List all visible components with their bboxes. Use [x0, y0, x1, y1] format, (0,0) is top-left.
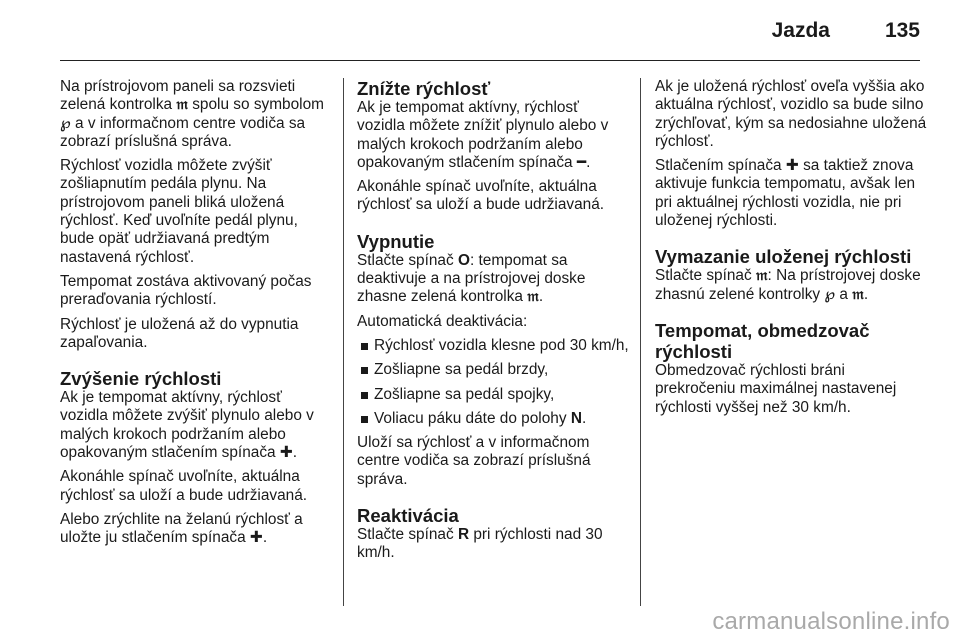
heading-decrease-speed: Znížte rýchlosť [357, 78, 491, 99]
resume-key: R [457, 526, 470, 544]
deactivation-list [357, 337, 629, 428]
paragraph: Na prístrojovom paneli sa rozsvieti zelená kontrolka 𝔪 spolu so symbolom ℘ a v informačnom centre vodiča sa zobrazí príslušná správa. [60, 78, 324, 150]
watermark: carmanualsonline.info [712, 608, 950, 635]
heading-increase-speed: Zvýšenie rýchlosti [60, 368, 222, 390]
plus-icon: ✚ [249, 529, 263, 547]
paragraph: Stlačte spínač O: tempomat sa deaktivuje a na prístrojovej doske zhasne zelená kontrolka 𝔪. [357, 251, 586, 306]
list-item: Rýchlosť vozidla klesne pod 30 km/h, [357, 337, 629, 355]
paragraph: Rýchlosť vozidla môžete zvýšiť zošliapnutím pedála plynu. Na prístrojovom paneli bliká uložená rýchlosť. Keď uvoľníte pedál plynu, bude opäť udržiavaná predtým nastavená rýchlosť. [60, 157, 298, 266]
paragraph: Automatická deaktivácia: [357, 312, 528, 330]
paragraph: Alebo zrýchlite na želanú rýchlosť a uložte ju stlačením spínača ✚. [60, 510, 303, 547]
column-left [60, 78, 332, 554]
column-divider [343, 78, 344, 606]
paragraph: Stlačte spínač 𝔪: Na prístrojovej doske zhasnú zelené kontrolky ℘ a 𝔪. [655, 267, 921, 303]
column-right [655, 78, 927, 423]
list-item: Zošliapne sa pedál spojky, [357, 386, 629, 404]
cruise-control-lamp-icon: 𝔪 [527, 288, 539, 306]
cruise-control-lamp-icon: 𝔪 [755, 267, 768, 285]
list-item: Zošliapne sa pedál brzdy, [357, 361, 629, 379]
list-item: Voliacu páku dáte do polohy N. [357, 410, 629, 428]
paragraph: Obmedzovač rýchlosti bráni prekročeniu maximálnej nastavenej rýchlosti vyššej než 30 km/h. [655, 361, 897, 416]
section-title: Jazda [771, 19, 830, 42]
cruise-control-lamp-icon: 𝔪 [176, 96, 188, 114]
plus-icon: ✚ [279, 444, 293, 462]
paragraph: Ak je tempomat aktívny, rýchlosť vozidla môžete zvýšiť plynulo alebo v malých krokoch podržaním alebo opakovaným stlačením spínača ✚. [60, 389, 314, 462]
heading-reactivation: Reaktivácia [357, 505, 459, 527]
paragraph: Tempomat zostáva aktivovaný počas preraďovania rýchlostí. [60, 272, 312, 309]
paragraph: Stlačte spínač R pri rýchlosti nad 30 km/h. [357, 526, 603, 562]
heading-speed-limiter: Tempomat, obmedzovač rýchlosti [655, 319, 870, 362]
column-middle [357, 78, 629, 569]
paragraph: Stlačením spínača ✚ sa taktiež znova aktivuje funkcia tempomatu, avšak len pri aktuálnej rýchlosti vozidla, nie pri uloženej rýchlosti. [655, 157, 916, 230]
gear-position-key: N [570, 409, 582, 427]
page-header [60, 0, 920, 61]
heading-clear-speed: Vymazanie uloženej rýchlosti [655, 246, 912, 268]
cruise-set-icon: ℘ [60, 114, 71, 132]
cruise-set-icon: ℘ [824, 285, 836, 303]
heading-switch-off: Vypnutie [357, 230, 435, 252]
paragraph: Ak je tempomat aktívny, rýchlosť vozidla môžete znížiť plynulo alebo v malých krokoch podržaním alebo opakovaným stlačením spínača ━. [357, 99, 609, 171]
column-divider [640, 78, 641, 606]
plus-icon: ✚ [785, 157, 799, 175]
paragraph: Akonáhle spínač uvoľníte, aktuálna rýchlosť sa uloží a bude udržiavaná. [60, 468, 308, 504]
paragraph: Ak je uložená rýchlosť oveľa vyššia ako aktuálna rýchlosť, vozidlo sa bude silno zrýchľovať, kým sa nedosiahne uložená rýchlosť. [655, 78, 927, 150]
paragraph: Akonáhle spínač uvoľníte, aktuálna rýchlosť sa uloží a bude udržiavaná. [357, 178, 605, 214]
page-number: 135 [884, 19, 920, 42]
paragraph: Uloží sa rýchlosť a v informačnom centre vodiča sa zobrazí príslušná správa. [357, 434, 591, 488]
paragraph: Rýchlosť je uložená až do vypnutia zapaľovania. [60, 315, 299, 351]
off-switch-icon: O [457, 251, 470, 269]
cruise-control-lamp-icon: 𝔪 [852, 285, 864, 303]
minus-icon: ━ [576, 153, 587, 171]
